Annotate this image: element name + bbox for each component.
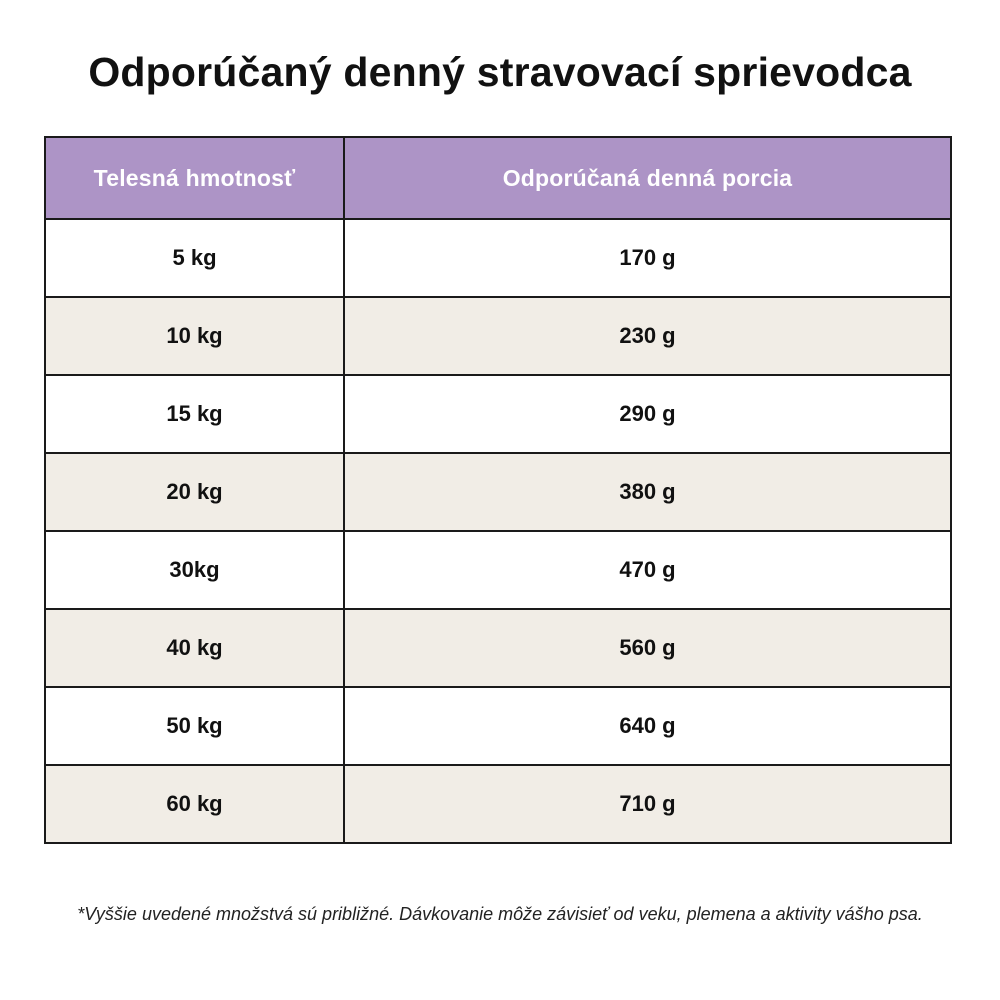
table-header-row — [45, 137, 951, 219]
cell-portion: 470 g — [344, 531, 951, 609]
cell-portion: 560 g — [344, 609, 951, 687]
table-row — [45, 297, 951, 375]
cell-portion: 640 g — [344, 687, 951, 765]
page-title: Odporúčaný denný stravovací sprievodca — [88, 49, 912, 95]
table-row — [45, 453, 951, 531]
header-daily-portion: Odporúčaná denná porcia — [344, 137, 951, 219]
table-row — [45, 219, 951, 297]
cell-portion: 170 g — [344, 219, 951, 297]
cell-portion: 230 g — [344, 297, 951, 375]
table-row — [45, 609, 951, 687]
cell-weight: 60 kg — [45, 765, 344, 843]
footnote: *Vyššie uvedené množstvá sú približné. Dávkovanie môže závisieť od veku, plemena a aktivity vášho psa. — [77, 904, 923, 924]
header-body-weight: Telesná hmotnosť — [45, 137, 344, 219]
cell-weight: 5 kg — [45, 219, 344, 297]
table-row — [45, 765, 951, 843]
cell-weight: 30kg — [45, 531, 344, 609]
table-row — [45, 375, 951, 453]
cell-weight: 40 kg — [45, 609, 344, 687]
table-row — [45, 531, 951, 609]
cell-weight: 10 kg — [45, 297, 344, 375]
table-row — [45, 687, 951, 765]
cell-portion: 710 g — [344, 765, 951, 843]
cell-portion: 290 g — [344, 375, 951, 453]
cell-portion: 380 g — [344, 453, 951, 531]
cell-weight: 50 kg — [45, 687, 344, 765]
cell-weight: 15 kg — [45, 375, 344, 453]
cell-weight: 20 kg — [45, 453, 344, 531]
feeding-guide-table — [44, 136, 952, 844]
